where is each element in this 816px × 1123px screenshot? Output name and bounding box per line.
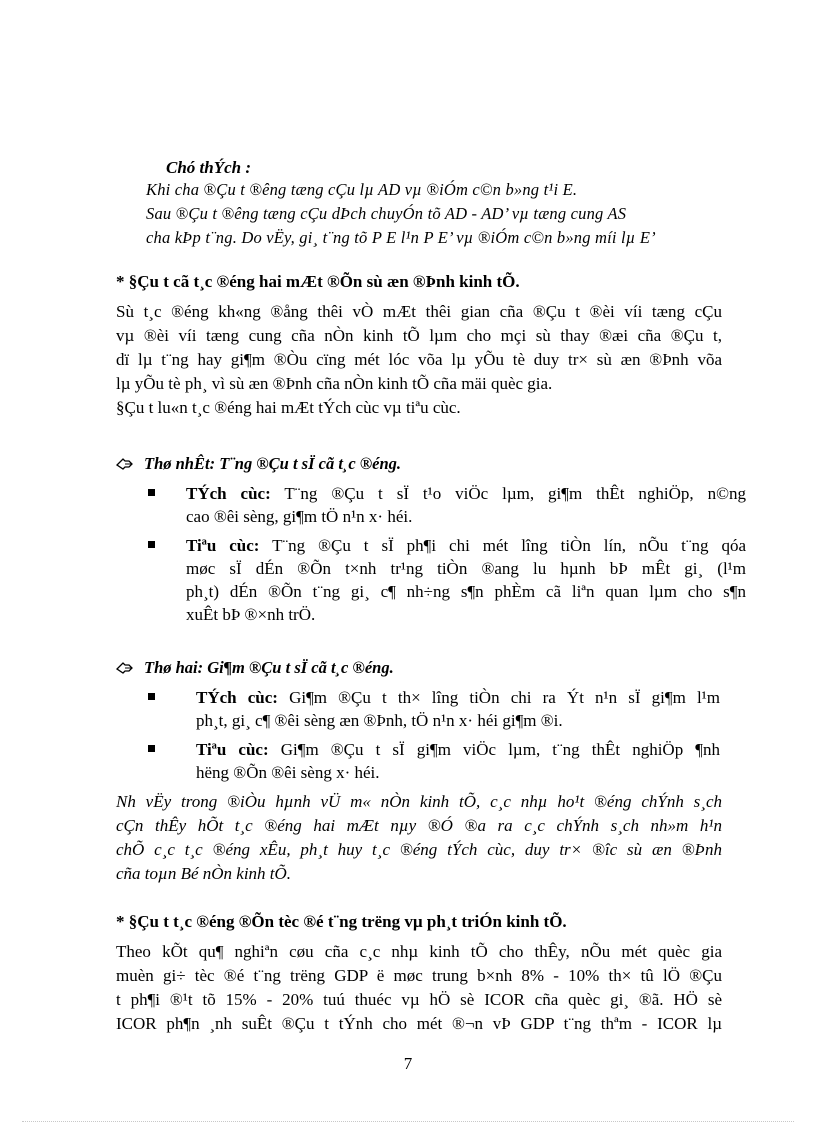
section-paragraph xyxy=(116,940,722,1036)
square-bullet-icon xyxy=(148,745,155,752)
pointing-hand-icon xyxy=(116,660,134,676)
bullet-line: møc sÏ dÉn ®Õn t×nh tr¹ng tiÒn ®ang lu hµnh bÞ mÊt gi¸ (l¹m xyxy=(186,559,746,578)
paragraph-line: dï lµ t¨ng hay gi¶m ®Òu cïng mét lóc võa lµ yÕu tè duy tr× sù æn ®Þnh võa xyxy=(116,350,722,369)
paragraph-line: vµ ®èi víi tæng cung cña nÒn kinh tÕ lµm cho mçi sù thay ®æi cña ®Çu t, xyxy=(116,326,722,345)
note-line-3: cha kÞp t¨ng. Do vËy, gi¸ t¨ng tõ P E l¹n P E’ vµ ®iÓm c©n b»ng míi lµ E’ xyxy=(146,228,656,247)
page-bottom-divider xyxy=(22,1121,794,1122)
section-heading-investment-stability: * §Çu t cã t¸c ®éng hai mÆt ®Õn sù æn ®Þnh kinh tÕ. xyxy=(116,272,520,291)
paragraph-line: lµ yÕu tè ph¸ vì sù æn ®Þnh cña nÒn kinh tÕ cña mäi quèc gia. xyxy=(116,374,553,393)
summary-line: §Çu t lu«n t¸c ®éng hai mÆt tÝch cùc vµ tiªu cùc. xyxy=(116,398,461,417)
bullet-line: T¨ng ®Çu t sÏ ph¶i chi mét lîng tiÒn lín, nÕu t¨ng qóa xyxy=(272,536,746,555)
note-title: Chó thÝch : xyxy=(166,158,252,177)
sub-heading-first-text: Thø nhÊt: T¨ng ®Çu t sÏ cã t¸c ®éng. xyxy=(144,454,402,473)
negative-label: Tiªu cùc: xyxy=(196,740,269,759)
paragraph-line: cña toµn Bé nÒn kinh tÕ. xyxy=(116,864,292,883)
second-negative-bullet xyxy=(196,738,720,784)
paragraph-line: Nh vËy trong ®iÒu hµnh vÜ m« nÒn kinh tÕ, c¸c nhµ ho¹t ®éng chÝnh s¸ch xyxy=(116,792,722,811)
bullet-line: ph¸t) dÉn ®Õn t¨ng gi¸ c¶ nh÷ng s¶n phÈm cã liªn quan lµm cho s¶n xyxy=(186,582,746,601)
sub-heading-second xyxy=(116,658,394,678)
bullet-line: Gi¶m ®Çu t sÏ gi¶m viÖc lµm, t¨ng thÊt nghiÖp ¶nh xyxy=(280,740,721,759)
note-line-2: Sau ®Çu t ®êng tæng cÇu dÞch chuyÓn tõ AD - AD’ vµ tæng cung AS xyxy=(146,204,627,223)
pointing-hand-icon xyxy=(116,456,134,472)
square-bullet-icon xyxy=(148,489,155,496)
section-heading-growth: * §Çu t t¸c ®éng ®Õn tèc ®é t¨ng trëng vµ ph¸t triÓn kinh tÕ. xyxy=(116,912,567,931)
bullet-line: xuÊt bÞ ®×nh trÖ. xyxy=(186,605,316,624)
square-bullet-icon xyxy=(148,693,155,700)
positive-label: TÝch cùc: xyxy=(196,688,278,707)
bullet-line: T¨ng ®Çu t sÏ t¹o viÖc lµm, gi¶m thÊt nghiÖp, n©ng xyxy=(284,484,746,503)
paragraph-line: Theo kÕt qu¶ nghiªn cøu cña c¸c nhµ kinh tÕ cho thÊy, nÕu mét quèc gia xyxy=(116,942,722,961)
paragraph-line: ICOR ph¶n ¸nh suÊt ®Çu t tÝnh cho mét ®¬n vÞ GDP t¨ng thªm - ICOR lµ xyxy=(116,1014,722,1033)
conclusion-paragraph xyxy=(116,790,722,886)
paragraph-line: t ph¶i ®¹t tõ 15% - 20% tuú thuéc vµ hÖ sè ICOR cña quèc gi¸ ®ã. HÖ sè xyxy=(116,990,722,1009)
paragraph-line: muèn gi÷ tèc ®é t¨ng trëng GDP ë møc trung b×nh 8% - 10% th× tû lÖ ®Çu xyxy=(116,966,722,985)
section-paragraph xyxy=(116,300,722,396)
sub-heading-second-text: Thø hai: Gi¶m ®Çu t sÏ cã t¸c ®éng. xyxy=(144,658,394,677)
paragraph-line: chÕ c¸c t¸c ®éng xÊu, ph¸t huy t¸c ®éng tÝch cùc, duy tr× ®îc sù æn ®Þnh xyxy=(116,840,722,859)
first-positive-bullet xyxy=(186,482,746,528)
page-number: 7 xyxy=(403,1054,413,1073)
bullet-line: hëng ®Õn ®êi sèng x· héi. xyxy=(196,763,380,782)
positive-label: TÝch cùc: xyxy=(186,484,271,503)
note-line-1: Khi cha ®Çu t ®êng tæng cÇu lµ AD vµ ®iÓm c©n b»ng t¹i E. xyxy=(146,180,578,199)
negative-label: Tiªu cùc: xyxy=(186,536,260,555)
square-bullet-icon xyxy=(148,541,155,548)
paragraph-line: Sù t¸c ®éng kh«ng ®ång thêi vÒ mÆt thêi gian cña ®Çu t ®èi víi tæng cÇu xyxy=(116,302,722,321)
first-negative-bullet xyxy=(186,534,746,626)
bullet-line: Gi¶m ®Çu t th× lîng tiÒn chi ra Ýt n¹n sÏ gi¶m l¹m xyxy=(289,688,720,707)
bullet-line: ph¸t, gi¸ c¶ ®êi sèng æn ®Þnh, tÖ n¹n x· héi gi¶m ®i. xyxy=(196,711,563,730)
sub-heading-first xyxy=(116,454,401,474)
bullet-line: cao ®êi sèng, gi¶m tÖ n¹n x· héi. xyxy=(186,507,413,526)
second-positive-bullet xyxy=(196,686,720,732)
paragraph-line: cÇn thÊy hÕt t¸c ®éng hai mÆt nµy ®Ó ®a ra c¸c chÝnh s¸ch nh»m h¹n xyxy=(116,816,722,835)
